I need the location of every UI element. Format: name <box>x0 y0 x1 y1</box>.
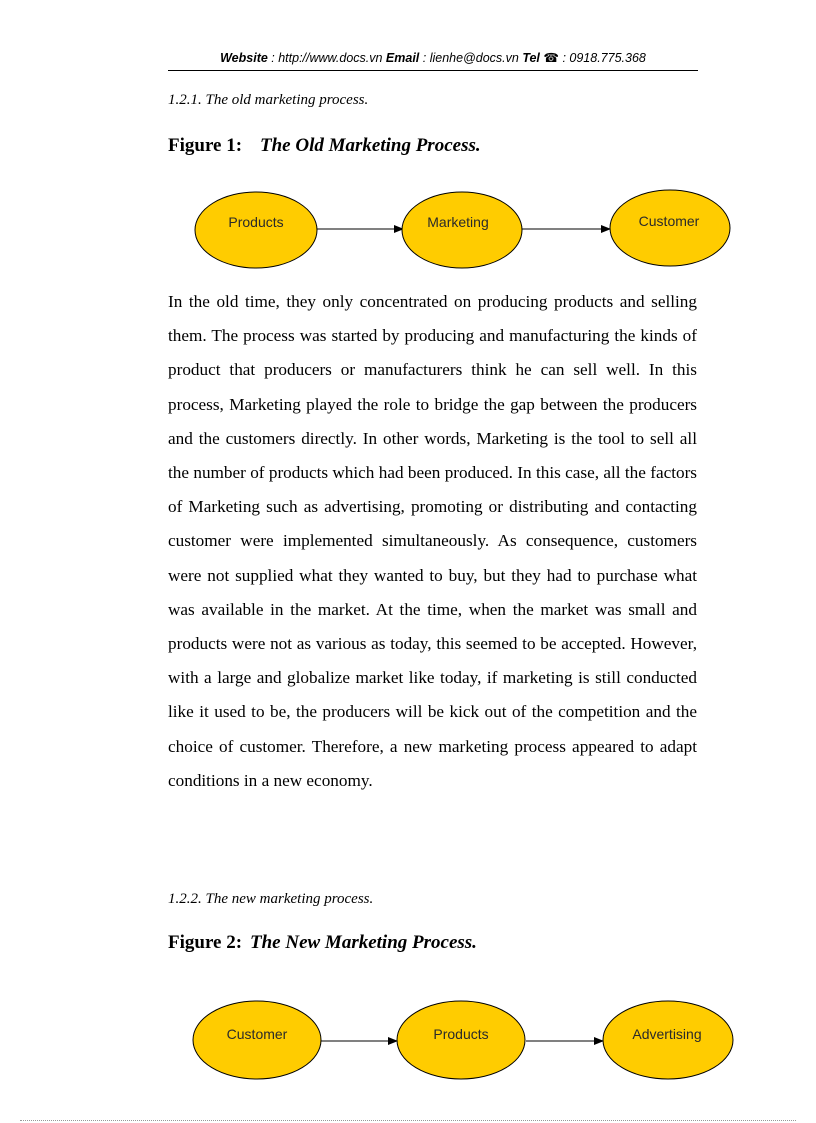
section-title-old-process: 1.2.1. The old marketing process. <box>168 92 369 108</box>
node-advertising-label: Advertising <box>632 1026 702 1042</box>
figure-1-number: Figure 1: <box>168 135 243 156</box>
node-marketing <box>402 192 522 268</box>
body-paragraph: In the old time, they only concentrated on producing products and selling them. The process was started by producing and manufacturing the kinds of product that producers or manufacturers think he can sell well. In this process, Marketing played the role to bridge the gap between the producers and the customers directly. In other words, Marketing is the tool to sell all the number of products which had been produced. In this case, all the factors of Marketing such as advertising, promoting or distributing and contacting customer were implemented simultaneously. As consequence, customers were not supplied what they wanted to buy, but they had to purchase what was available in the market. At the time, when the market was small and products were not as various as today, this seemed to be accepted. However, with a large and globalize market like today, if marketing is still conducted like it used to be, the producers will be kick out of the competition and the choice of customer. Therefore, a new marketing process appeared to adapt conditions in a new economy. <box>168 292 697 790</box>
node-products-label: Products <box>433 1026 489 1042</box>
section-title-new-process: 1.2.2. The new marketing process. <box>168 891 374 907</box>
figure-2-number: Figure 2: <box>168 932 243 953</box>
node-customer-label: Customer <box>638 213 700 229</box>
figure-1-diagram <box>0 185 816 280</box>
figure-1-name: The Old Marketing Process. <box>260 135 481 156</box>
website-value: : http://www.docs.vn <box>267 51 386 65</box>
node-products-label: Products <box>228 214 284 230</box>
page-header <box>168 50 698 65</box>
email-label: Email <box>385 51 420 65</box>
website-label: Website <box>220 51 268 65</box>
figure-2-title <box>168 932 477 954</box>
node-marketing-label: Marketing <box>427 214 489 230</box>
node-customer-label: Customer <box>226 1026 288 1042</box>
node-products <box>195 192 317 268</box>
tel-value: : 0918.775.368 <box>558 51 646 65</box>
figure-2-name: The New Marketing Process. <box>250 932 477 953</box>
tel-label: Tel <box>522 51 540 65</box>
figure-2-diagram <box>0 995 816 1090</box>
email-value: : lienhe@docs.vn <box>419 51 523 65</box>
phone-icon: ☎ <box>543 51 559 65</box>
figure-1-title <box>168 135 481 157</box>
header-divider <box>168 70 698 71</box>
page-bottom-edge <box>20 1120 796 1121</box>
